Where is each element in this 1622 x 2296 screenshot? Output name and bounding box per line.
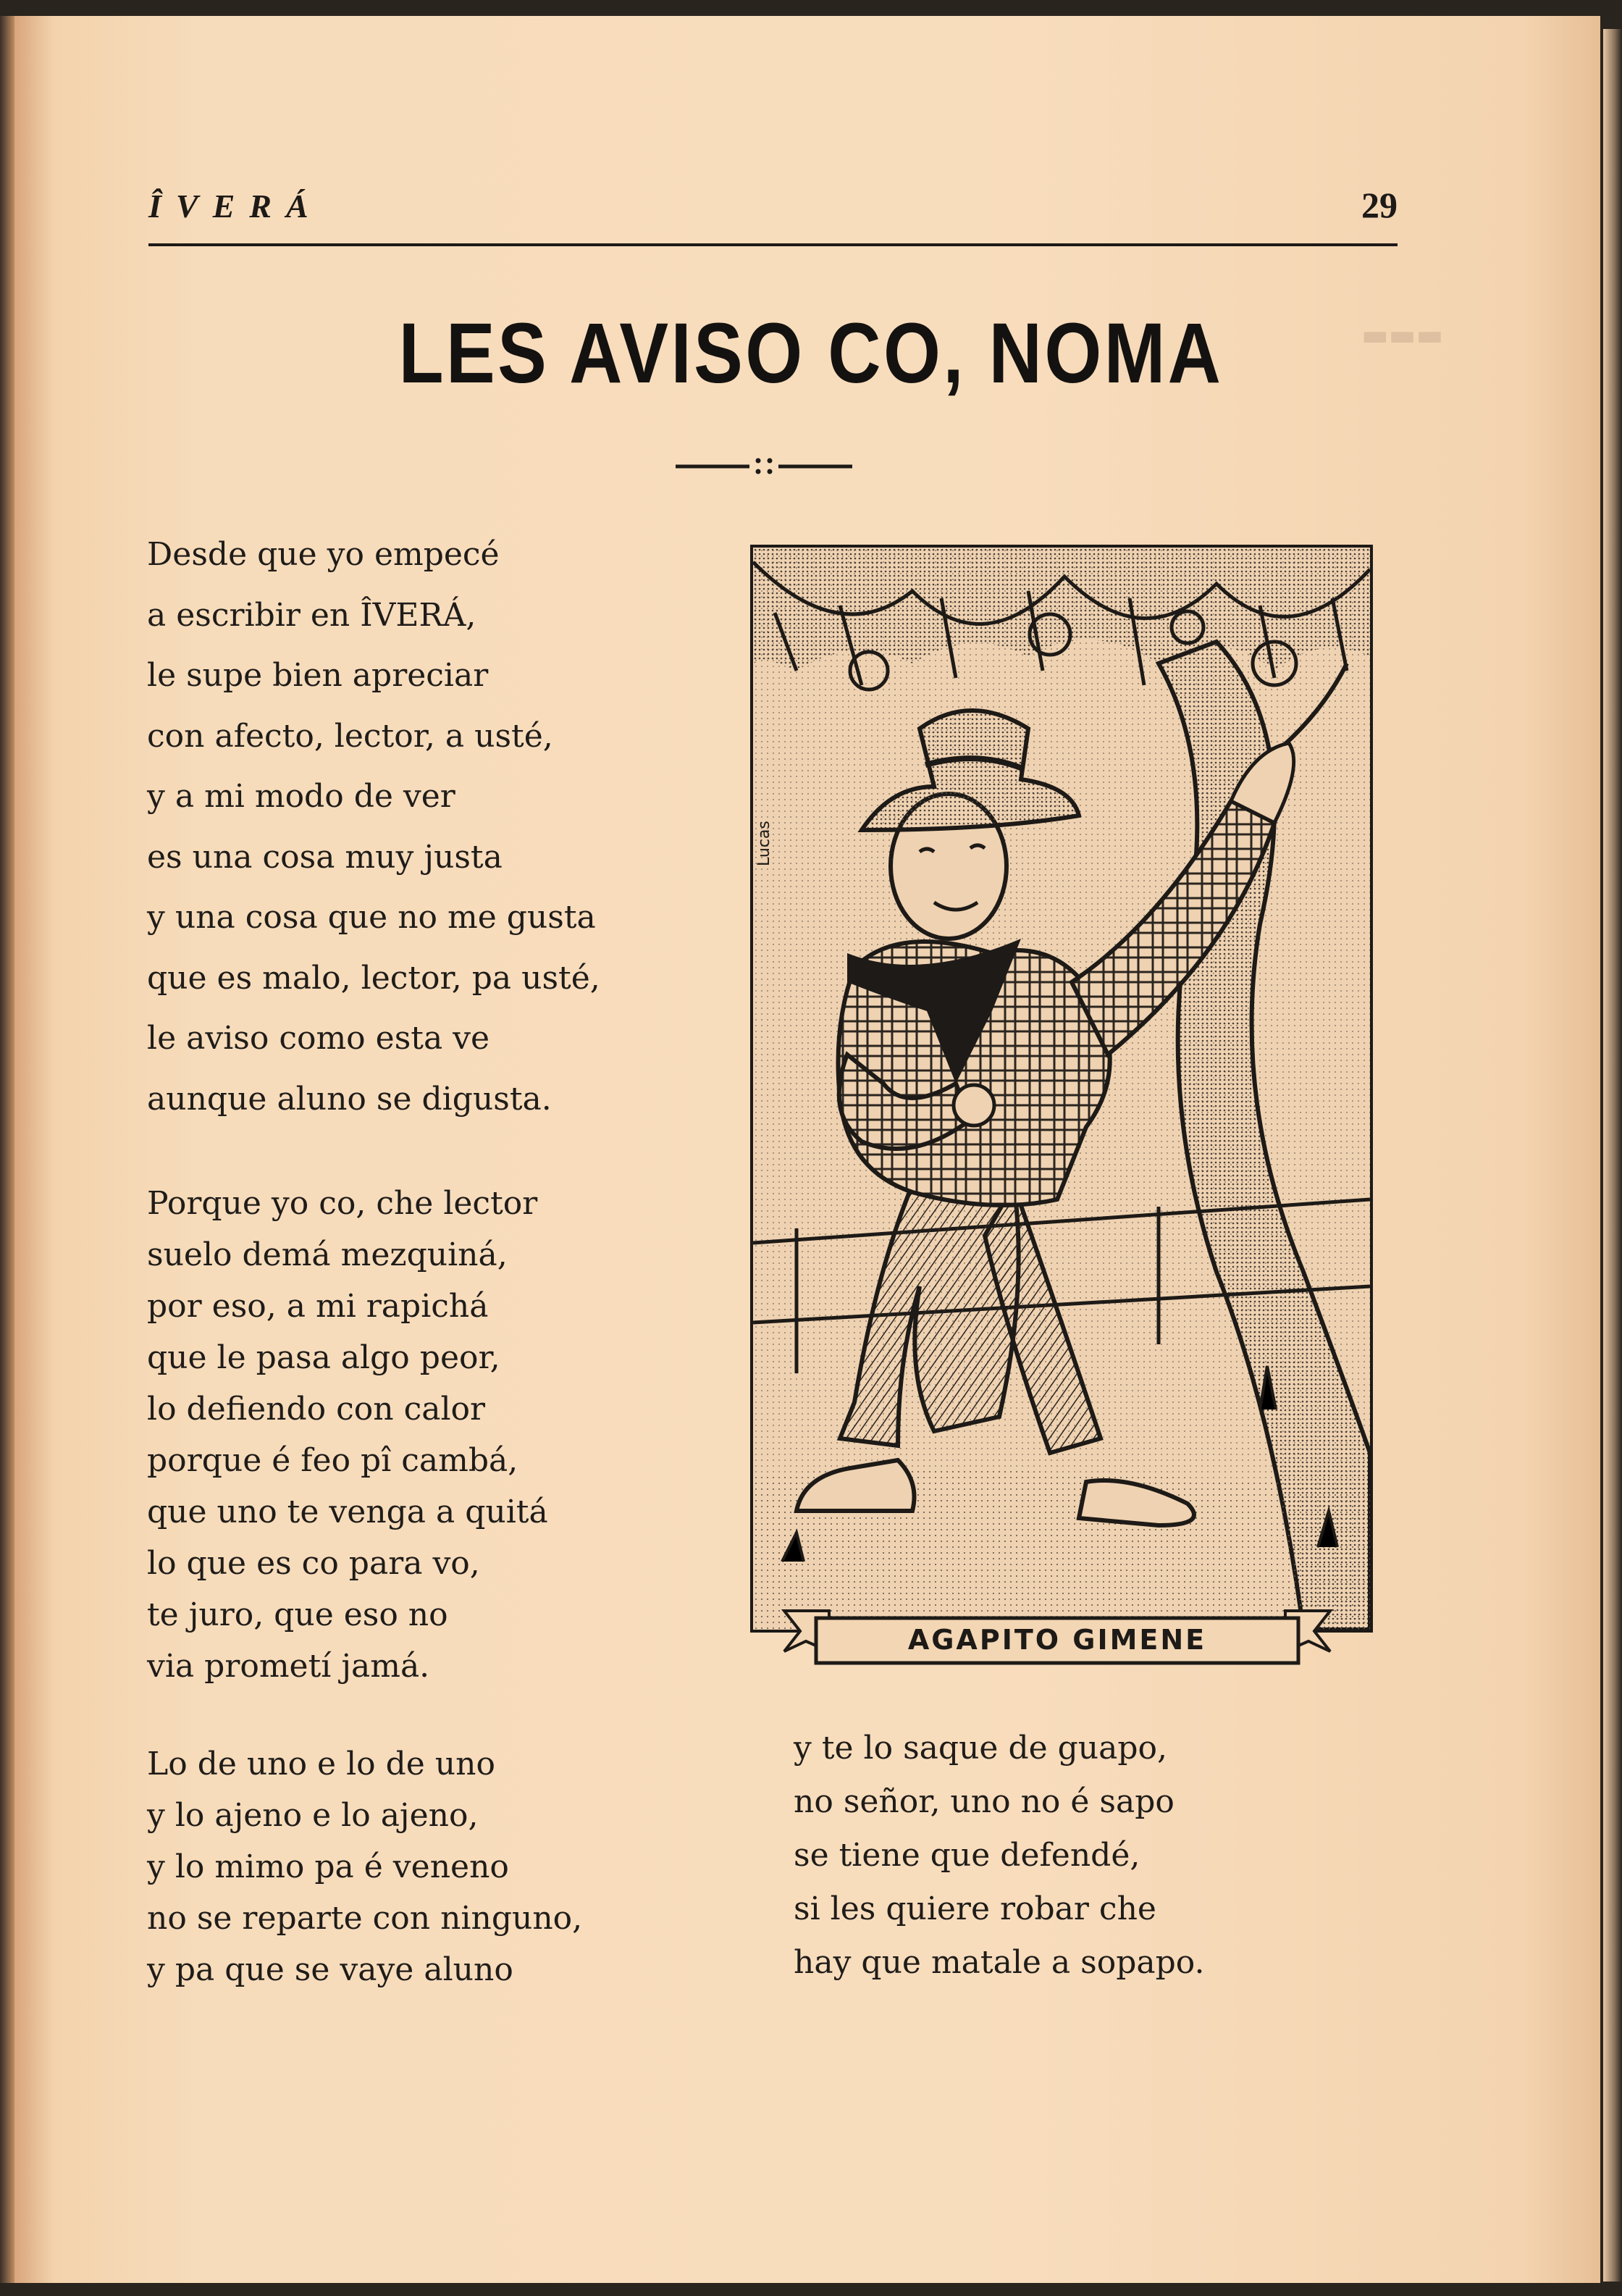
stanza-2 — [147, 1185, 548, 1699]
poem-line: hay que matale a sopapo. — [794, 1944, 1205, 1981]
poem-line: que es malo, lector, pa usté, — [147, 959, 600, 997]
stanza-1 — [147, 536, 600, 1141]
poem-line: se tiene que defendé, — [794, 1837, 1140, 1874]
poem-line: por eso, a mi rapichá — [147, 1288, 489, 1325]
illustration-caption: AGAPITO GIMENE — [907, 1624, 1207, 1656]
poem-line: suelo demá mezquiná, — [147, 1236, 508, 1273]
stanza-3 — [147, 1746, 582, 2003]
poem-line: lo defiendo con calor — [147, 1391, 486, 1428]
poem-line: que le pasa algo peor, — [147, 1339, 500, 1376]
poem-line: no señor, uno no é sapo — [794, 1783, 1175, 1820]
poem-line: y te lo saque de guapo, — [794, 1730, 1168, 1767]
poem-line: a escribir en ÎVERÁ, — [147, 596, 476, 634]
poem-line: porque é feo pî cambá, — [147, 1442, 518, 1479]
illustration-frame — [750, 545, 1373, 1633]
stanza-4 — [794, 1730, 1204, 1998]
poem-line: te juro, que eso no — [147, 1596, 448, 1633]
svg-text:Lucas: Lucas — [755, 821, 773, 866]
poem-line: es una cosa muy justa — [147, 838, 503, 876]
header-rule — [148, 243, 1398, 246]
poem-line: y a mi modo de ver — [147, 778, 455, 815]
boy-under-tree-drawing — [753, 548, 1370, 1630]
bleed-through-text: ▬▬▬ — [1361, 319, 1444, 352]
poem-line: con afecto, lector, a usté, — [147, 717, 553, 755]
running-header — [148, 187, 1398, 252]
poem-line: y lo ajeno e lo ajeno, — [147, 1797, 479, 1834]
title-ornament — [670, 451, 858, 479]
poem-line: Desde que yo empecé — [147, 536, 500, 573]
poem-line: Porque yo co, che lector — [147, 1185, 538, 1222]
poem-line: le supe bien apreciar — [147, 657, 489, 694]
magazine-title: ÎVERÁ — [148, 188, 323, 225]
poem-line: si les quiere robar che — [794, 1890, 1156, 1927]
page-number: 29 — [1361, 185, 1398, 225]
poem-line: y lo mimo pa é veneno — [147, 1848, 509, 1885]
poem-line: no se reparte con ninguno, — [147, 1900, 583, 1937]
poem-line: aunque aluno se digusta. — [147, 1080, 552, 1118]
poem-line: y pa que se vaye aluno — [147, 1951, 513, 1988]
poem-line: que uno te venga a quitá — [147, 1493, 548, 1530]
poem-line: Lo de uno e lo de uno — [147, 1746, 495, 1782]
poem-title: LES AVISO CO, NOMA — [398, 306, 1224, 401]
poem-line: via prometí jamá. — [147, 1648, 430, 1685]
poem-line: lo que es co para vo, — [147, 1545, 480, 1582]
poem-line: le aviso como esta ve — [147, 1020, 490, 1057]
poem-line: y una cosa que no me gusta — [147, 899, 596, 936]
page-edge — [1603, 29, 1622, 2282]
